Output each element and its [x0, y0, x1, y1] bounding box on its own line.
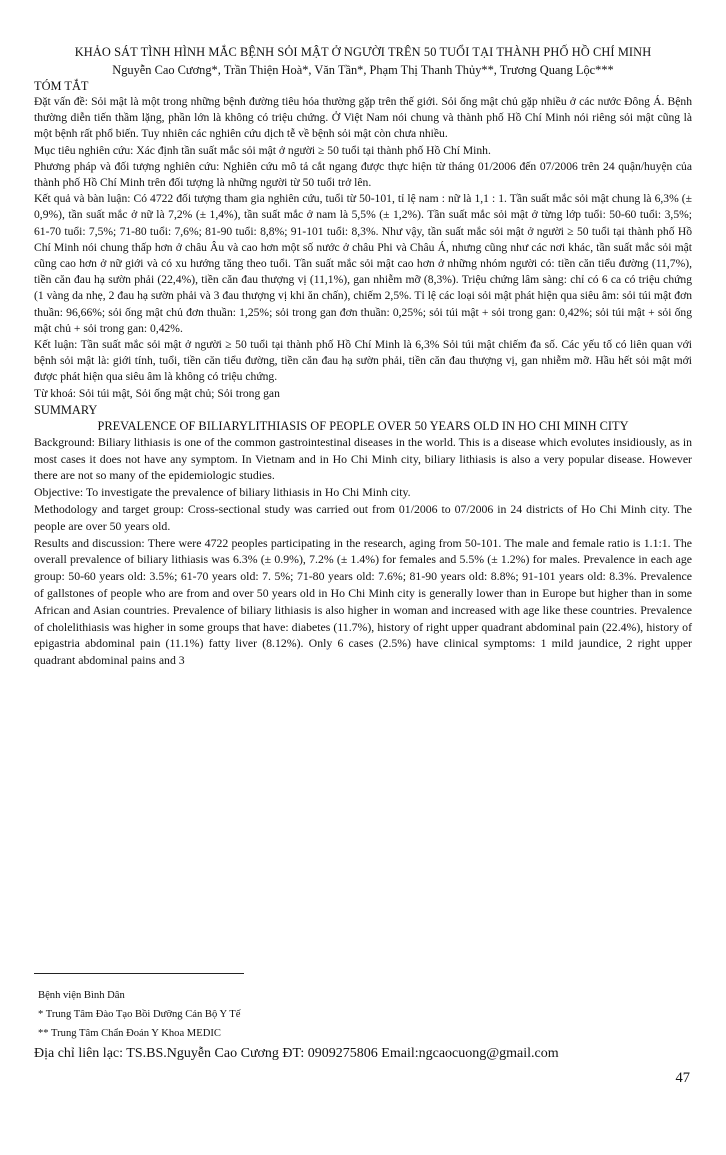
abstract-vi-methods: Phương pháp và đối tượng nghiên cứu: Nghiên cứu mô tả cắt ngang được thực hiện từ tháng 01/2006 đến 07/2006 trên 24 quận/huyện của thành phố Hồ Chí Minh trên đối tượng là những người từ 50 tuổi trở lên.	[34, 159, 692, 190]
footnote-divider	[34, 973, 244, 974]
footnote-item: * Trung Tâm Đào Tạo Bồi Dưỡng Cán Bộ Y Tế	[38, 1009, 241, 1020]
footnote-item: Bệnh viện Bình Dân	[38, 990, 125, 1001]
abstract-vi-results: Kết quả và bàn luận: Có 4722 đối tượng tham gia nghiên cứu, tuổi từ 50-101, tỉ lệ nam : nữ là 1,1 : 1. Tần suất mắc sỏi mật chung là 6,3% (± 0,9%), tần suất mắc ở nữ là 7,2% (± 1,4%), tần suất mắc ở nam là 5,5% (± 1,2%). Tần suất mắc sỏi mật ở từng lớp tuổi: 50-60 tuổi: 3,5%; 61-70 tuổi: 7,5%; 71-80 tuổi: 7,6%; 81-90 tuổi: 8,8%; 91-101 tuổi: 8,3%. Như vậy, tần suất mắc sỏi mật ở người ≥ 50 tuổi tại thành phố Hồ Chí Minh nói chung thấp hơn ở châu Âu và cao hơn một số nước ở châu Phi và Châu Á, nhưng cũng như các nơi khác, tần suất mắc sỏi mật cũng cao hơn ở nữ giới và có xu hướng tăng theo tuổi. Tần suất mắc sỏi mật cao hơn ở những nhóm người có: tiền căn tiểu đường (11,7%), tiền căn đau hạ sườn phải (22,4%), tiền căn đau thượng vị (11,1%), gan nhiễm mỡ (8,3%). Triệu chứng lâm sàng: chỉ có 6 ca có triệu chứng (1 vàng da nhẹ, 2 đau hạ sườn phải và 3 đau thượng vị khi ăn chấn), chiếm 2,5%. Tỉ lệ các loại sỏi mật phát hiện qua siêu âm: sỏi túi mật đơn thuần: 96,66%; sỏi ống mật chủ đơn thuần: 1,25%; sỏi trong gan đơn thuần: 0,25%; sỏi túi mật + sỏi trong gan: 0,42%; sỏi túi mật + sỏi ống mật chủ + sỏi trong gan: 0,42%.	[34, 192, 692, 335]
abstract-en-background: Background: Biliary lithiasis is one of the common gastrointestinal diseases in the world. This is a disease which evolutes insidiously, as in most cases it does not have any symptom. In Vietnam and in Ho Chi Minh city, biliary lithiasis is also a very popular disease. However there are not so many of the epidemiologic studies.	[34, 434, 692, 483]
author-list: Nguyễn Cao Cương*, Trần Thiện Hoà*, Văn Tần*, Phạm Thị Thanh Thủy**, Trương Quang Lộc***	[112, 63, 614, 77]
abstract-en-results: Results and discussion: There were 4722 peoples participating in the research, aging from 50-101. The male and female ratio is 1.1:1. The overall prevalence of biliary lithiasis was 6.3% (± 0.9%), 7.2% (± 1.4%) for females and 5.5% (± 1.2%) for males. Prevalence in each age group: 50-60 years old: 3.5%; 61-70 years old: 7. 5%; 71-80 years old: 7.6%; 81-90 years old: 8.8%; 91-101 years old: 8.3%. Prevalence of gallstones of people who are from and over 50 years old in Ho Chi Minh city is generally lower than in Europe but higher than in some African and Asian countries. Prevalence of biliary lithiasis is also higher in woman and increased with age like these countries. Prevalence of cholelithiasis was higher in some groups that have: diabetes (11.7%), history of right upper quadrant abdominal pain (22.4%), history of epigastria abdominal pain (11.1%) fatty liver (8.12%). Only 6 cases (2.5%) have clinical symptoms: 1 mild jaundice, 2 right upper quadrant abdominal pains and 3	[34, 535, 692, 668]
abstract-en-objective: Objective: To investigate the prevalence of biliary lithiasis in Ho Chi Minh city.	[34, 485, 411, 500]
article-title: KHẢO SÁT TÌNH HÌNH MẮC BỆNH SỎI MẬT Ở NGƯỜI TRÊN 50 TUỔI TẠI THÀNH PHỐ HỒ CHÍ MINH	[74, 45, 652, 59]
abstract-vi-heading: TÓM TẮT	[34, 79, 89, 93]
abstract-vi-background: Đặt vấn đề: Sỏi mật là một trong những bệnh đường tiêu hóa thường gặp trên thế giới. Sỏi ống mật chủ gặp nhiều ở các nước Đông Á. Bệnh thường diễn tiến thầm lặng, phần lớn là không có triệu chứng. Ở Việt Nam nói chung và thành phố Hồ Chí Minh nói riêng sỏi mật cũng là một bệnh rất phổ biến. Tuy nhiên các nghiên cứu dịch tễ về bệnh sỏi mật còn chưa nhiều.	[34, 95, 692, 141]
abstract-en-methods: Methodology and target group: Cross-sectional study was carried out from 01/2006 to 07/2006 in 24 districts of Ho Chi Minh city. The people are over 50 years old.	[34, 502, 692, 533]
abstract-vi-conclusion: Kết luận: Tần suất mắc sỏi mật ở người ≥ 50 tuổi tại thành phố Hồ Chí Minh là 6,3% Sỏi túi mật chiếm đa số. Các yếu tố có liên quan với bệnh sỏi mật là: giới tính, tuổi, tiền căn tiểu đường, tiền căn đau hạ sườn phải, tiền căn đau thượng vị, gan nhiễm mỡ. Hầu hết sỏi mật mới được phát hiện qua siêu âm là không có triệu chứng.	[34, 338, 692, 384]
footnotes	[38, 986, 240, 1043]
contact-info: Địa chỉ liên lạc: TS.BS.Nguyễn Cao Cương ĐT: 0909275806 Email:ngcaocuong@gmail.com	[34, 1046, 559, 1061]
abstract-en-heading: SUMMARY	[34, 402, 98, 417]
footnote-item: ** Trung Tâm Chẩn Đoán Y Khoa MEDIC	[38, 1028, 221, 1039]
abstract-vi-objective: Mục tiêu nghiên cứu: Xác định tần suất mắc sỏi mật ở người ≥ 50 tuổi tại thành phố Hồ Chí Minh.	[34, 143, 491, 157]
abstract-en-title: PREVALENCE OF BILIARYLITHIASIS OF PEOPLE OVER 50 YEARS OLD IN HO CHI MINH CITY	[97, 418, 629, 433]
page-number: 47	[675, 1070, 690, 1086]
abstract-vi-keywords: Từ khoá: Sỏi túi mật, Sỏi ống mật chủ; Sỏi trong gan	[34, 386, 280, 400]
